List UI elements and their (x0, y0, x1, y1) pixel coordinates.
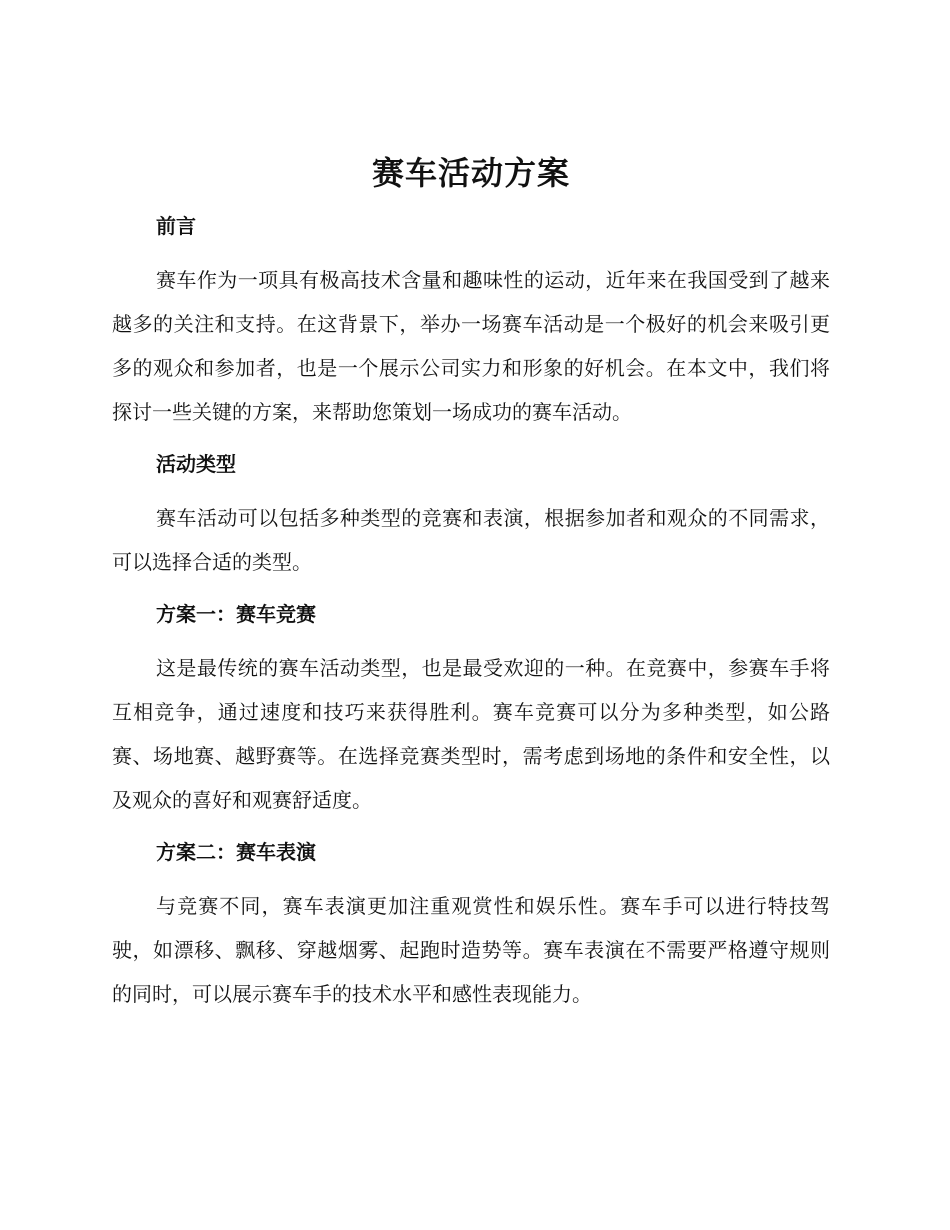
document-title: 赛车活动方案 (371, 154, 570, 192)
section-heading-preface: 前言 (156, 214, 196, 238)
section-paragraph-preface: 赛车作为一项具有极高技术含量和趣味性的运动，近年来在我国受到了越来越多的关注和支持。在这背景下，举办一场赛车活动是一个极好的机会来吸引更多的观众和参加者，也是一个展示公司实力和形象的好机会。在本文中，我们将探讨一些关键的方案，来帮助您策划一场成功的赛车活动。 (112, 268, 830, 424)
section-paragraph-plan-two: 与竞赛不同，赛车表演更加注重观赏性和娱乐性。赛车手可以进行特技驾驶，如漂移、飘移、穿越烟雾、起跑时造势等。赛车表演在不需要严格遵守规则的同时，可以展示赛车手的技术水平和感性表现能力。 (112, 894, 830, 1006)
section-heading-plan-two: 方案二：赛车表演 (156, 840, 316, 864)
document-body (112, 150, 830, 1026)
section-heading-plan-one: 方案一：赛车竞赛 (156, 602, 316, 626)
section-paragraph-plan-one: 这是最传统的赛车活动类型，也是最受欢迎的一种。在竞赛中，参赛车手将互相竞争，通过速度和技巧来获得胜利。赛车竞赛可以分为多种类型，如公路赛、场地赛、越野赛等。在选择竞赛类型时，需考虑到场地的条件和安全性，以及观众的喜好和观赛舒适度。 (112, 656, 830, 812)
section-heading-activity-types: 活动类型 (156, 452, 236, 476)
section-paragraph-activity-types: 赛车活动可以包括多种类型的竞赛和表演，根据参加者和观众的不同需求，可以选择合适的类型。 (112, 506, 830, 574)
